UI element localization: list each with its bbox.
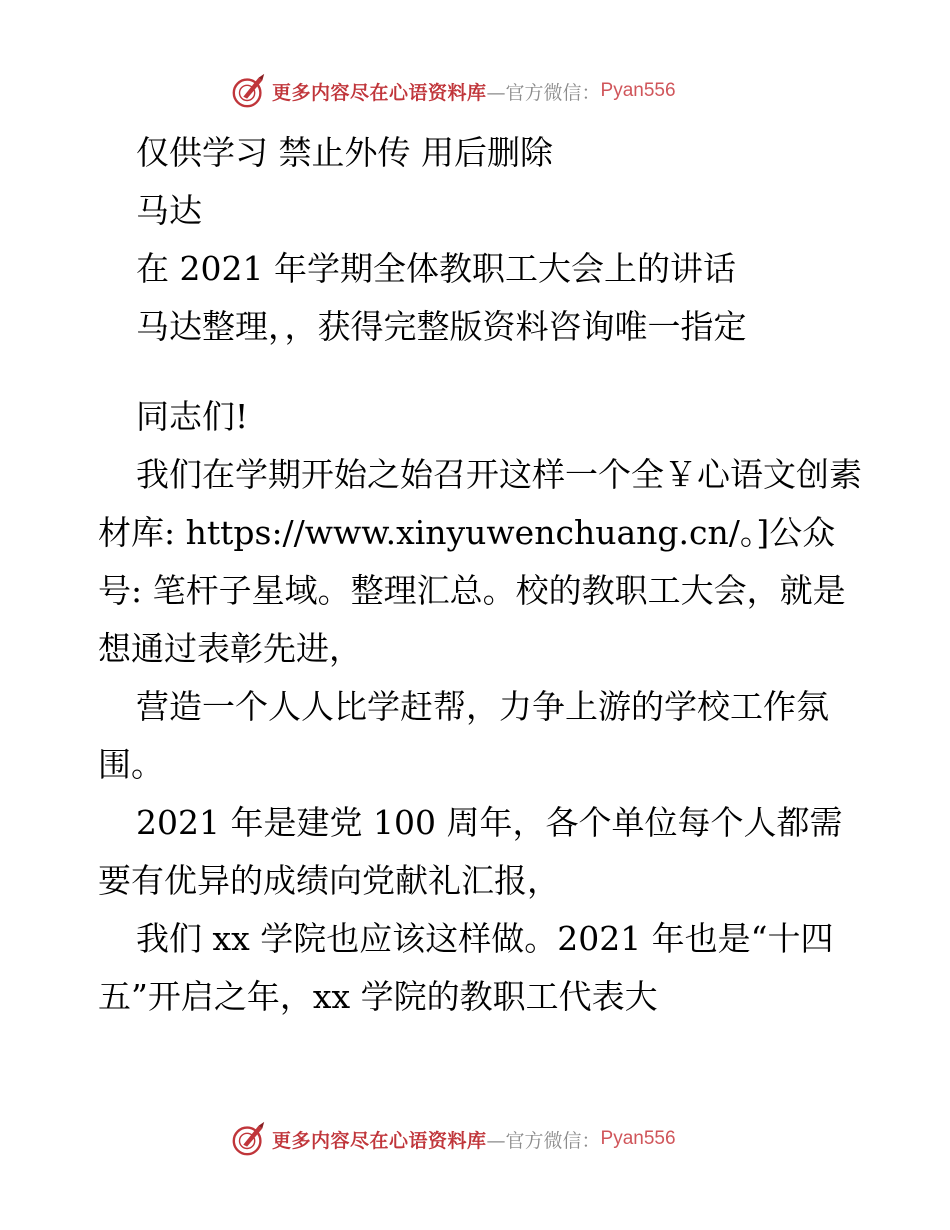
document-title: 在 2021 年学期全体教职工大会上的讲话 (136, 249, 736, 288)
blank-gap (98, 356, 868, 388)
document-body (98, 124, 868, 1026)
author-line: 马达 (136, 191, 202, 230)
header-line: 仅供学习 禁止外传 用后删除 (136, 133, 553, 172)
paragraph-1: 我们在学期开始之始召开这样一个全￥心语文创素材库: https://www.xinyuwenchuang.cn/。]公众号: 笔杆子星域。整理汇总。校的教职工大会，就是想通过表彰先进， (98, 455, 862, 668)
watermark-sub-text: —官方微信： (486, 81, 601, 104)
watermark-wechat-id: Pyan556 (600, 1128, 676, 1149)
quill-pen-logo-icon (230, 1120, 268, 1158)
watermark-wechat-id: Pyan556 (600, 80, 676, 101)
watermark-sub-text: —官方微信： (486, 1129, 601, 1152)
paragraph-4: 我们 xx 学院也应该这样做。2021 年也是“十四五”开启之年，xx 学院的教职工代表大 (98, 919, 834, 1016)
salutation: 同志们! (136, 397, 249, 436)
watermark-footer (230, 1119, 676, 1159)
paragraph-3: 2021 年是建党 100 周年，各个单位每个人都需要有优异的成绩向党献礼汇报， (98, 803, 843, 900)
watermark-main-text: 更多内容尽在心语资料库 (272, 81, 487, 104)
compiler-note: 马达整理，，获得完整版资料咨询唯一指定 (136, 307, 747, 346)
quill-pen-logo-icon (230, 72, 268, 110)
watermark-main-text: 更多内容尽在心语资料库 (272, 1129, 487, 1152)
paragraph-2: 营造一个人人比学赶帮，力争上游的学校工作氛围。 (98, 687, 829, 784)
watermark-header (230, 71, 676, 111)
